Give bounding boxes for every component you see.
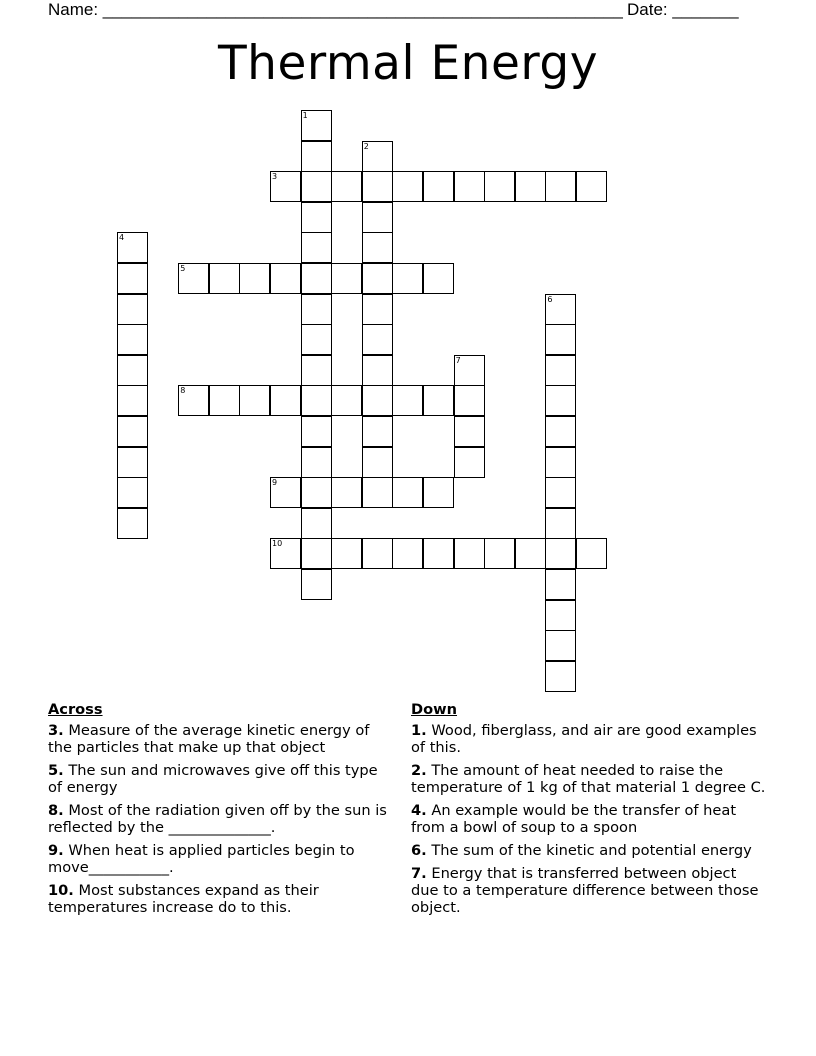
grid-cell[interactable] xyxy=(301,416,332,447)
grid-cell[interactable] xyxy=(545,171,576,202)
grid-cell[interactable] xyxy=(545,600,576,631)
clue-across-9: 9. When heat is applied particles begin to move___________. xyxy=(48,842,355,876)
clue-across-3: 3. Measure of the average kinetic energy of the particles that make up that object xyxy=(48,722,370,756)
grid-cell[interactable] xyxy=(454,171,485,202)
grid-cell[interactable] xyxy=(301,569,332,600)
clue-down-6: 6. The sum of the kinetic and potential energy xyxy=(411,842,752,859)
date-line[interactable]: Date: _______ xyxy=(627,0,739,19)
grid-cell[interactable] xyxy=(117,508,148,539)
grid-cell[interactable] xyxy=(117,447,148,478)
grid-cell[interactable] xyxy=(331,385,362,416)
grid-cell[interactable] xyxy=(362,385,393,416)
grid-cell[interactable] xyxy=(392,385,423,416)
grid-cell[interactable] xyxy=(392,263,423,294)
grid-cell[interactable] xyxy=(362,171,393,202)
grid-cell[interactable] xyxy=(209,385,240,416)
grid-cell[interactable] xyxy=(454,416,485,447)
clue-number: 1 xyxy=(302,111,308,120)
grid-cell[interactable] xyxy=(331,263,362,294)
grid-cell[interactable] xyxy=(362,538,393,569)
grid-cell[interactable] xyxy=(576,171,607,202)
grid-cell[interactable] xyxy=(576,538,607,569)
grid-cell[interactable] xyxy=(301,538,332,569)
grid-cell[interactable] xyxy=(301,508,332,539)
grid-cell[interactable] xyxy=(423,171,454,202)
grid-cell[interactable] xyxy=(545,538,576,569)
across-heading: Across xyxy=(48,701,103,718)
grid-cell[interactable] xyxy=(545,630,576,661)
grid-cell[interactable] xyxy=(270,477,301,508)
grid-cell[interactable] xyxy=(270,263,301,294)
grid-cell[interactable] xyxy=(362,232,393,263)
grid-cell[interactable] xyxy=(178,263,209,294)
grid-cell[interactable] xyxy=(362,477,393,508)
grid-cell[interactable] xyxy=(454,538,485,569)
grid-cell[interactable] xyxy=(545,661,576,692)
grid-cell[interactable] xyxy=(331,538,362,569)
grid-cell[interactable] xyxy=(239,263,270,294)
grid-cell[interactable] xyxy=(545,385,576,416)
grid-cell[interactable] xyxy=(331,477,362,508)
clue-number: 10 xyxy=(272,539,283,549)
clue-number: 7 xyxy=(455,355,461,365)
grid-cell[interactable] xyxy=(362,416,393,447)
name-line[interactable]: Name: _______________________________________________________ xyxy=(48,0,623,19)
grid-cell[interactable] xyxy=(545,416,576,447)
grid-cell[interactable] xyxy=(362,141,393,172)
grid-cell[interactable] xyxy=(117,324,148,355)
clue-down-7: 7. Energy that is transferred between object due to a temperature difference between those object. xyxy=(411,865,759,916)
clue-down-1: 1. Wood, fiberglass, and air are good examples of this. xyxy=(411,722,757,756)
grid-cell[interactable] xyxy=(117,263,148,294)
clue-number: 9 xyxy=(272,478,278,488)
grid-cell[interactable] xyxy=(423,477,454,508)
grid-cell[interactable] xyxy=(301,110,332,141)
grid-cell[interactable] xyxy=(545,508,576,539)
clue-across-8: 8. Most of the radiation given off by the sun is reflected by the ______________. xyxy=(48,802,387,836)
grid-cell[interactable] xyxy=(484,538,515,569)
grid-cell[interactable] xyxy=(301,171,332,202)
grid-cell[interactable] xyxy=(270,385,301,416)
down-clues xyxy=(411,701,766,922)
grid-cell[interactable] xyxy=(515,538,546,569)
grid-cell[interactable] xyxy=(301,263,332,294)
grid-cell[interactable] xyxy=(362,447,393,478)
grid-cell[interactable] xyxy=(515,171,546,202)
grid-cell[interactable] xyxy=(545,294,576,325)
grid-cell[interactable] xyxy=(117,416,148,447)
grid-cell[interactable] xyxy=(117,477,148,508)
grid-cell[interactable] xyxy=(301,202,332,233)
grid-cell[interactable] xyxy=(484,171,515,202)
grid-cell[interactable] xyxy=(545,447,576,478)
grid-cell[interactable] xyxy=(454,385,485,416)
down-heading: Down xyxy=(411,701,458,718)
grid-cell[interactable] xyxy=(331,171,362,202)
grid-cell[interactable] xyxy=(301,447,332,478)
grid-cell[interactable] xyxy=(270,171,301,202)
grid-cell[interactable] xyxy=(423,385,454,416)
grid-cell[interactable] xyxy=(301,294,332,325)
grid-cell[interactable] xyxy=(423,538,454,569)
clue-across-5: 5. The sun and microwaves give off this type of energy xyxy=(48,762,378,796)
grid-cell[interactable] xyxy=(117,385,148,416)
clue-across-10: 10. Most substances expand as their temperatures increase do to this. xyxy=(48,882,319,916)
grid-cell[interactable] xyxy=(362,263,393,294)
grid-cell[interactable] xyxy=(301,232,332,263)
grid-cell[interactable] xyxy=(301,141,332,172)
grid-cell[interactable] xyxy=(209,263,240,294)
grid-cell[interactable] xyxy=(362,294,393,325)
grid-cell[interactable] xyxy=(301,355,332,386)
grid-cell[interactable] xyxy=(362,324,393,355)
grid-cell[interactable] xyxy=(423,263,454,294)
grid-cell[interactable] xyxy=(545,355,576,386)
clue-down-2: 2. The amount of heat needed to raise the temperature of 1 kg of that material 1 degree C. xyxy=(411,762,766,796)
grid-cell[interactable] xyxy=(392,538,423,569)
grid-cell[interactable] xyxy=(392,477,423,508)
grid-cell[interactable] xyxy=(301,324,332,355)
clue-number: 8 xyxy=(180,386,186,396)
grid-cell[interactable] xyxy=(362,202,393,233)
grid-cell[interactable] xyxy=(178,385,209,416)
grid-cell[interactable] xyxy=(117,355,148,386)
grid-cell[interactable] xyxy=(117,232,148,263)
grid-cell[interactable] xyxy=(545,477,576,508)
grid-cell[interactable] xyxy=(301,385,332,416)
grid-cell[interactable] xyxy=(239,385,270,416)
grid-cell[interactable] xyxy=(270,538,301,569)
grid-cell[interactable] xyxy=(362,355,393,386)
grid-cell[interactable] xyxy=(392,171,423,202)
clue-number: 6 xyxy=(547,294,553,304)
clue-number: 2 xyxy=(363,141,369,151)
grid-cell[interactable] xyxy=(301,477,332,508)
clue-number: 5 xyxy=(180,264,186,273)
grid-cell[interactable] xyxy=(454,447,485,478)
grid-cell[interactable] xyxy=(545,569,576,600)
across-clues xyxy=(48,701,388,922)
clue-number: 4 xyxy=(119,233,125,243)
grid-cell[interactable] xyxy=(454,355,485,386)
grid-cell[interactable] xyxy=(545,324,576,355)
grid-cell[interactable] xyxy=(117,294,148,325)
clue-number: 3 xyxy=(272,172,278,182)
page-title: Thermal Energy xyxy=(217,36,599,91)
clue-down-4: 4. An example would be the transfer of heat from a bowl of soup to a spoon xyxy=(411,802,737,836)
